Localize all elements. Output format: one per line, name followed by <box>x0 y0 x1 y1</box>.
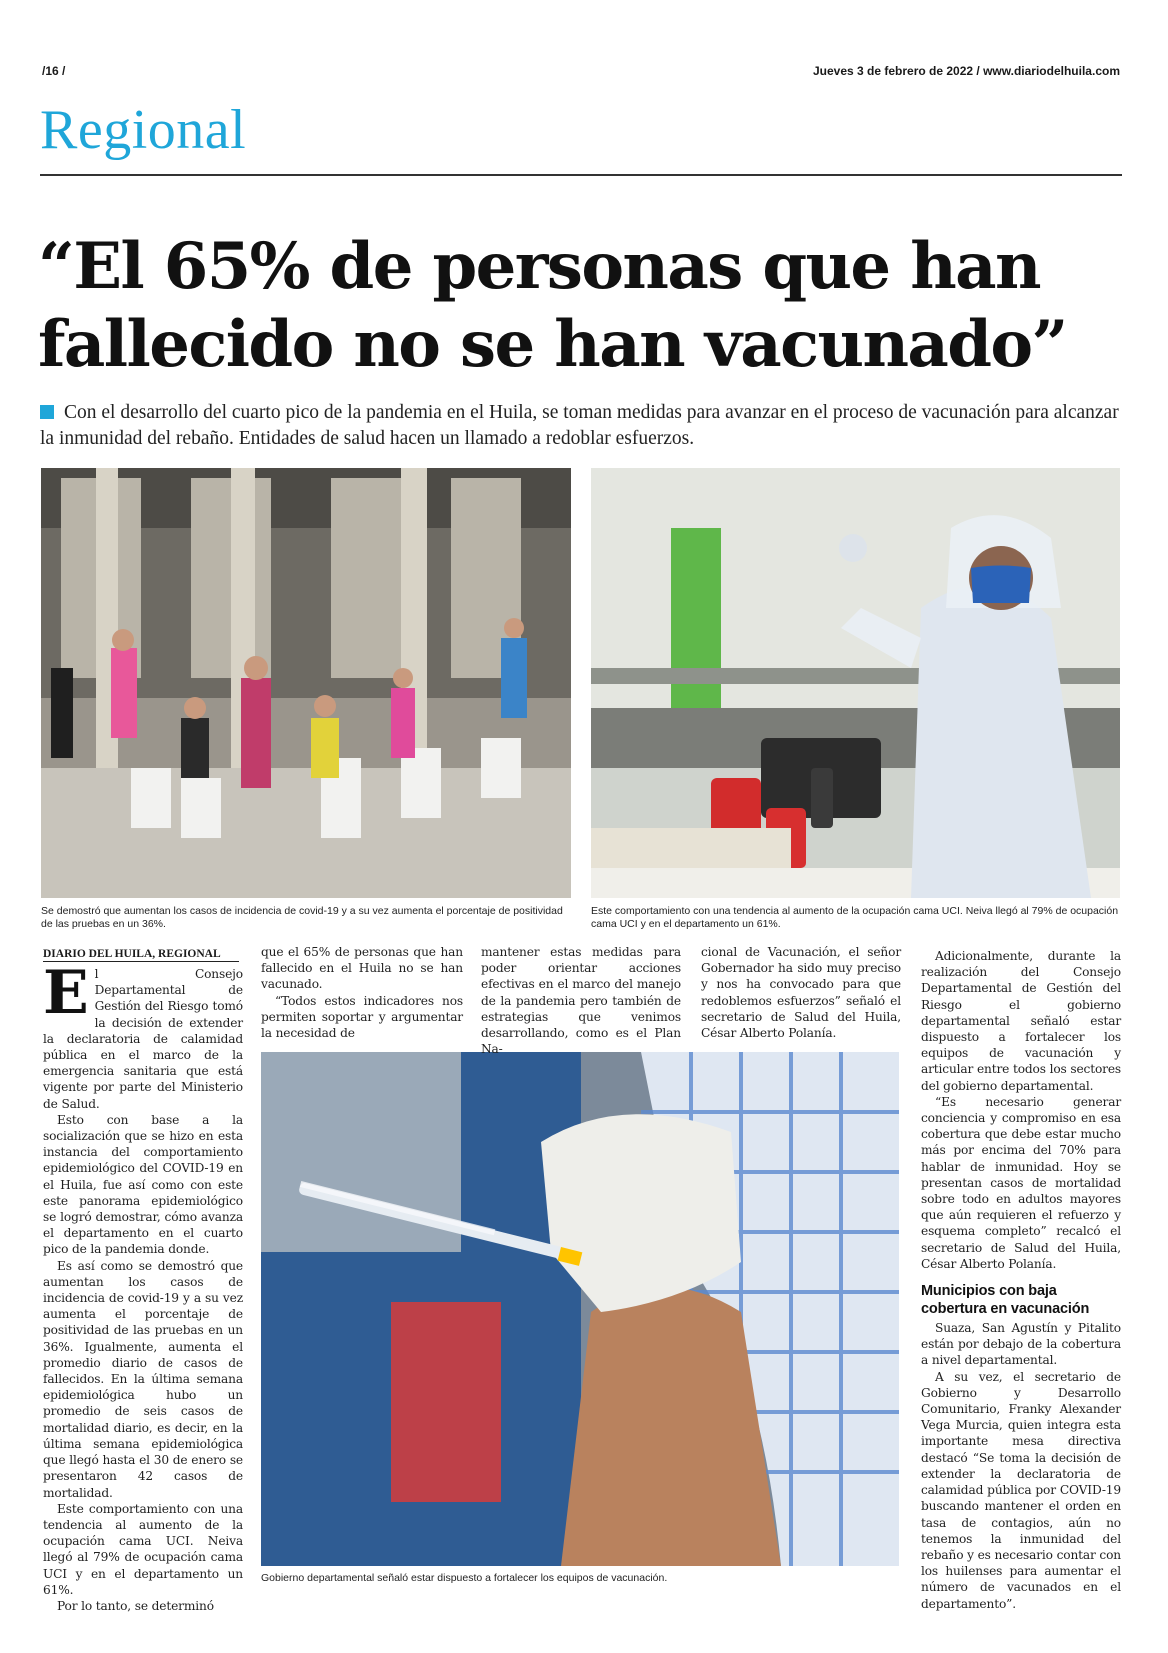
dropcap: E <box>43 958 89 1028</box>
paragraph: “Es necesario generar conciencia y compromiso en esa cobertura que debe estar mucho más por encima del 70% para hablar de inmunidad. Hoy se presentan casos de mortalidad sobre todo en adultos mayores que aún requieren el refuerzo y esquema completo” recalcó el secretario de Salud del Huila, César Alberto Polanía. <box>921 1094 1121 1271</box>
lead-paragraph <box>40 400 1120 452</box>
paragraph: que el 65% de personas que han fallecido en el Huila no se han vacunado. <box>261 945 463 992</box>
caption-photo-1: Se demostró que aumentan los casos de incidencia de covid-19 y a su vez aumenta el porcentaje de positividad de las pruebas en un 36%. <box>41 905 563 930</box>
paragraph <box>43 958 243 1112</box>
photo-vaccine-injection <box>261 1052 899 1566</box>
section-title: Regional <box>40 99 247 161</box>
article-column-4 <box>701 944 901 1041</box>
article-column-5 <box>921 948 1121 1612</box>
paragraph: A su vez, el secretario de Gobierno y Desarrollo Comunitario, Franky Alexander Vega Murcia, quien integra esta importante mesa directiva destacó “Se toma la decisión de extender la declaratoria de calamidad pública por COVID-19 buscando mantener el orden en tasa de contagios, aún no tenemos la inmunidad del rebaño y es necesario contar con los huilenses para aumentar el número de vacunados en el departamento”. <box>921 1369 1121 1611</box>
headline: “El 65% de personas que han fallecido no se han vacunado” <box>38 229 1067 382</box>
paragraph: Esto con base a la socialización que se hizo en esta instancia del comportamiento epidemiológico del COVID-19 en el Huila, fue así como con este este panorama epidemiológico se logró demostrar, cómo avanza el departamento en el cuarto pico de la pandemia donde. <box>43 1112 243 1257</box>
paragraph: “Todos estos indicadores nos permiten soportar y argumentar la necesidad de <box>261 993 463 1041</box>
paragraph: Suaza, San Agustín y Pitalito están por debajo de la cobertura a nivel departamental. <box>921 1321 1121 1368</box>
lead-square-icon <box>40 405 54 419</box>
paragraph: Adicionalmente, durante la realización del Consejo Departamental de Gestión del Riesgo el gobierno departamental señaló estar dispuesto a fortalecer los equipos de vacunación y articular entre todos los sectores del gobierno departamental. <box>921 949 1121 1093</box>
paragraph: Por lo tanto, se determinó <box>57 1598 214 1613</box>
photo-health-worker <box>591 468 1120 898</box>
paragraph: mantener estas medidas para poder orientar acciones efectivas en el marco del manejo de la pandemia pero también de estrategias que venimos desarrollando, como es el Plan Na- <box>481 945 681 1057</box>
page-header <box>40 64 1120 82</box>
lead-text: Con el desarrollo del cuarto pico de la pandemia en el Huila, se toman medidas para avanzar en el proceso de vacunación para alcanzar la inmunidad del rebaño. Entidades de salud hacen un llamado a redoblar esfuerzos. <box>40 402 1119 449</box>
header-divider <box>40 174 1122 176</box>
date-and-website: Jueves 3 de febrero de 2022 / www.diariodelhuila.com <box>812 64 1120 78</box>
subheading: Municipios con baja cobertura en vacunación <box>921 1283 1090 1318</box>
article-column-3 <box>481 944 681 1057</box>
caption-photo-3: Gobierno departamental señaló estar dispuesto a fortalecer los equipos de vacunación. <box>261 1572 668 1584</box>
photo-waiting-hall <box>41 468 571 898</box>
article-column-1 <box>43 958 243 1626</box>
paragraph: Es así como se demostró que aumentan los casos de incidencia de covid-19 y a su vez aumenta el porcentaje de positividad de las pruebas en un 36%. Igualmente, aumenta el promedio diario de casos de fallecidos. En la última semana epidemiológica hubo un promedio de seis casos de mortalidad diario, es decir, en la última semana epidemiológica que llegó hasta el 30 de enero se presentaron 42 casos de mortalidad. <box>43 1258 243 1500</box>
caption-photo-2: Este comportamiento con una tendencia al aumento de la ocupación cama UCI. Neiva llegó al 79% de ocupación cama UCI y en el departamento un 61%. <box>591 905 1119 930</box>
byline: DIARIO DEL HUILA, REGIONAL <box>43 948 239 962</box>
paragraph-text: l Consejo Departamental de Gestión del Riesgo tomó la decisión de extender la declaratoria de calamidad pública en el marco de la emergencia sanitaria que está vigente por parte del Ministerio de Salud. <box>43 967 243 1111</box>
page-number: /16 / <box>42 64 66 78</box>
paragraph: cional de Vacunación, el señor Gobernador ha sido muy preciso y nos ha convocado para que redoblemos esfuerzos” señaló el secretario de Salud del Huila, César Alberto Polanía. <box>701 945 901 1041</box>
paragraph: Este comportamiento con una tendencia al aumento de la ocupación cama UCI. Neiva llegó al 79% de ocupación cama UCI y en el departamento un 61%. <box>43 1501 243 1597</box>
article-column-2 <box>261 944 463 1041</box>
